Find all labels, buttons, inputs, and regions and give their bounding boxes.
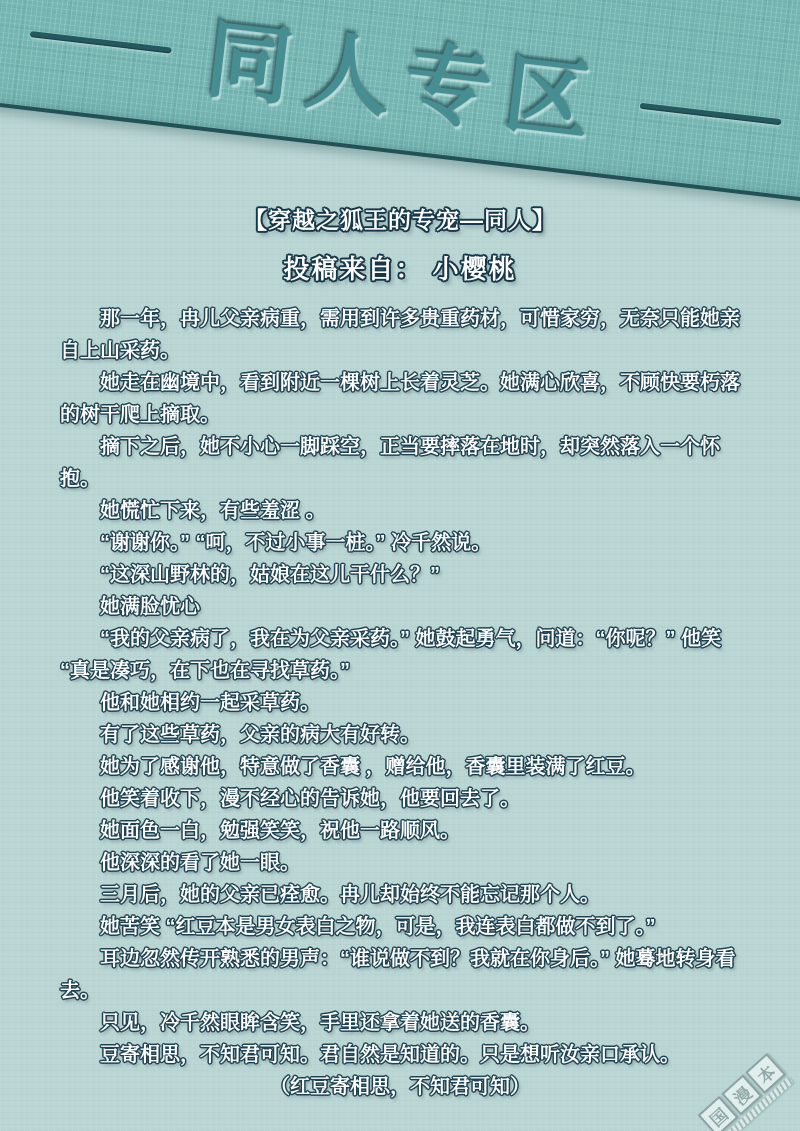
story-paragraph: 三月后，她的父亲已痊愈。冉儿却始终不能忘记那个人。 <box>100 884 600 906</box>
left-dash-divider <box>30 31 172 54</box>
story-paragraph: 只见，冷千然眼眸含笑，手里还拿着她送的香囊。 <box>100 1012 540 1034</box>
story-paragraph: 他深深的看了她一眼。 <box>100 852 300 874</box>
story-paragraph: 她满脸忧心 <box>100 596 200 618</box>
story-paragraph: 她苦笑 “红豆本是男女表白之物，可是，我连表白都做不到了。” <box>100 916 656 938</box>
watermark-glyph: 国 <box>698 1096 739 1131</box>
header-band <box>0 0 800 214</box>
story-paragraph: 她为了感谢他，特意做了香囊 ，赠给他，香囊里装满了红豆。 <box>100 756 646 778</box>
story-paragraph: 耳边忽然传开熟悉的男声：“谁说做不到？我就在你身后。” 她蓦地转身看去。 <box>60 948 736 1002</box>
story-paragraph: （红豆寄相思，不知君可知） <box>270 1076 530 1098</box>
story-content <box>60 202 740 1103</box>
story-paragraph: 她慌忙下来，有些羞涩 。 <box>100 500 326 522</box>
post-title: 【穿越之狐王的专宠—同人】 <box>244 207 556 233</box>
story-paragraph: “我的父亲病了，我在为父亲采药。” 她鼓起勇气，问道：“你呢？” 他笑 “真是凑巧，在下也在寻找草药。” <box>60 628 722 682</box>
post-author-line: 投稿来自： 小樱桃 <box>283 254 517 284</box>
story-paragraph: “谢谢你。” “呵，不过小事一桩。” 冷千然说。 <box>100 532 492 554</box>
watermark-glyph: 漫 <box>721 1074 762 1115</box>
story-paragraph: 那一年，冉儿父亲病重，需用到许多贵重药材，可惜家穷，无奈只能她亲自上山采药。 <box>60 308 740 362</box>
section-title: 同人专区 <box>200 8 610 156</box>
story-paragraph: 她面色一白，勉强笑笑，祝他一路顺风。 <box>100 820 460 842</box>
watermark-glyph: 本 <box>745 1053 786 1094</box>
story-paragraph: 豆寄相思，不知君可知。君自然是知道的。只是想听汝亲口承认。 <box>100 1044 680 1066</box>
header-band-row <box>1 0 800 184</box>
story-paragraph: “这深山野林的，姑娘在这儿干什么？” <box>100 564 440 586</box>
story-body <box>60 303 740 1103</box>
story-paragraph: 摘下之后，她不小心一脚踩空，正当要摔落在地时，却突然落入一个怀抱。 <box>60 436 720 490</box>
story-paragraph: 她走在幽境中，看到附近一棵树上长着灵芝。她满心欣喜，不顾快要朽落的树干爬上摘取。 <box>60 372 740 426</box>
right-dash-divider <box>640 103 782 126</box>
story-paragraph: 他和她相约一起采草药。 <box>100 692 320 714</box>
story-paragraph: 有了这些草药，父亲的病大有好转。 <box>100 724 420 746</box>
story-paragraph: 他笑着收下，漫不经心的告诉她，他要回去了。 <box>100 788 520 810</box>
